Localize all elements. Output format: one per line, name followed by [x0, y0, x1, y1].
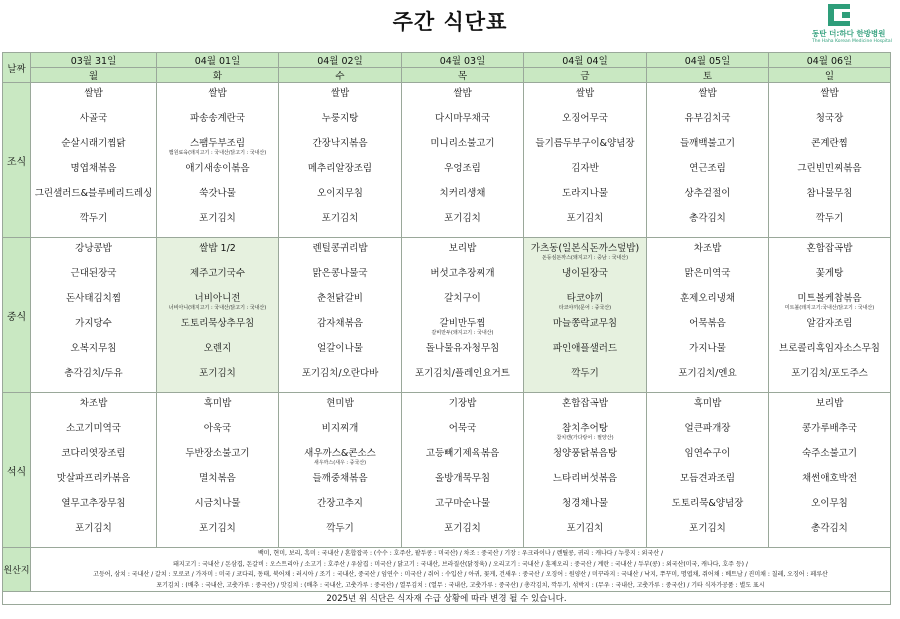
menu-item: 흑미밥: [203, 398, 232, 409]
menu-item: 갈비만두찜: [439, 318, 486, 329]
menu-item: 포기김치: [566, 523, 604, 534]
origin-row: [3, 548, 891, 592]
date-header: 04월 03일: [402, 53, 524, 68]
menu-item: 돈사태김치찜: [65, 293, 122, 304]
menu-item: 느타리버섯볶음: [552, 473, 618, 484]
menu-item: 깍두기: [571, 368, 599, 379]
menu-item: 포기김치/오란다바: [301, 368, 379, 379]
menu-cell: [524, 393, 647, 548]
menu-item: 마늘쫑락교무침: [552, 318, 618, 329]
day-header: 화: [157, 68, 279, 83]
menu-item: 춘천닭갈비: [317, 293, 363, 304]
menu-item: 새우까스&콘소스: [304, 448, 376, 459]
menu-item: 김자반: [571, 163, 599, 174]
meal-row: [3, 83, 891, 238]
menu-item: 흑미밥: [693, 398, 722, 409]
menu-item: 콩가루배추국: [801, 423, 858, 434]
menu-item: 쌀밥 1/2: [199, 243, 236, 254]
menu-change-notice: 2025년 위 식단은 식자재 수급 상황에 따라 변경 될 수 있습니다.: [3, 592, 891, 605]
menu-item: 냉이된장국: [562, 268, 608, 279]
menu-cell: [157, 83, 279, 238]
menu-item: 버섯고추장찌개: [430, 268, 495, 279]
menu-item: 고구마순나물: [434, 498, 491, 509]
menu-item: 순살시래기찜닭: [61, 138, 126, 149]
day-header: 금: [524, 68, 647, 83]
date-header: 04월 06일: [769, 53, 891, 68]
menu-item: 차조밥: [693, 243, 722, 254]
origin-line: 포기김치 : (배추 : 국내산, 고춧가루 : 중국산) / 맛김치 : (배추 : 국내산, 고춧가루 : 중국산) / 열무김치 : (열무 : 국내산, 고춧가루 : 중국산) / 총각김치, 깍두기, 섞박지 : (무우 : 국내산, 고춧가루 : 중국산) / 기타 식자가공품 : 별도 표시: [156, 581, 765, 589]
menu-item: 쌀밥: [208, 88, 227, 99]
menu-item: 스팸두부조림: [189, 138, 246, 149]
menu-item: 청경채나물: [562, 498, 608, 509]
menu-item: 너비아니전: [194, 293, 241, 304]
menu-cell: [31, 83, 157, 238]
menu-item: 오렌지: [203, 343, 232, 354]
menu-item: 총각김치: [811, 523, 848, 534]
menu-item: 간장고추지: [317, 498, 363, 509]
menu-item-origin-note: 미트볼(돼지고기:국내산/닭고기 : 국내산): [784, 305, 875, 311]
date-header: 04월 02일: [279, 53, 402, 68]
menu-cell: [157, 238, 279, 393]
menu-item: 유부김치국: [684, 113, 731, 124]
menu-item-origin-note: 햄원료육(돼지고기 : 국내산/닭고기 : 국내산): [168, 150, 267, 156]
menu-cell: [31, 238, 157, 393]
day-header: 목: [402, 68, 524, 83]
menu-item: 어묵볶음: [689, 318, 726, 329]
menu-cell: [157, 393, 279, 548]
menu-item: 콘계란찜: [811, 138, 848, 149]
menu-item: 멸치볶음: [199, 473, 236, 484]
menu-item: 그린샐러드&블루베리드레싱: [34, 188, 153, 199]
menu-cell: [769, 83, 891, 238]
menu-item: 총각김치/두유: [64, 368, 123, 379]
menu-item: 오이지무침: [317, 188, 363, 199]
menu-item: 기장밥: [448, 398, 477, 409]
menu-item: 깍두기: [326, 523, 354, 534]
menu-item: 훈제오리냉채: [679, 293, 736, 304]
menu-item: 꽃게탕: [815, 268, 844, 279]
menu-item: 참나물무침: [806, 188, 853, 199]
hospital-logo: [812, 4, 894, 48]
menu-item: 명엽채볶음: [70, 163, 117, 174]
menu-item: 청국장: [815, 113, 844, 124]
menu-item: 알감자조림: [806, 318, 853, 329]
menu-item: 혼합잡곡밥: [562, 398, 608, 409]
date-header: 04월 04일: [524, 53, 647, 68]
menu-item: 코다리엿장조림: [61, 448, 126, 459]
menu-item: 그린빈민찌볶음: [797, 163, 862, 174]
menu-cell: [769, 238, 891, 393]
menu-cell: [279, 83, 402, 238]
origin-line: 백미, 현미, 보리, 흑미 : 국내산 / 혼합잡곡 : (수수 : 호주산, 팥두콩 : 미국산) / 차조 : 중국산 / 기장 : 우크라이나 / 렌틸콩, 귀리 : 캐나다 / 누룽지 : 외국산 /: [258, 550, 663, 557]
menu-item: 가지나물: [689, 343, 726, 354]
menu-item: 갈치구이: [444, 293, 481, 304]
menu-item: 오징어무국: [562, 113, 608, 124]
menu-item: 치커리생채: [439, 188, 486, 199]
menu-cell: [769, 393, 891, 548]
menu-item: 포기김치: [199, 523, 236, 534]
weekly-menu-table: [2, 52, 891, 605]
date-header-label: 날짜: [3, 53, 31, 83]
menu-item: 도토리묵상추무침: [180, 318, 255, 329]
menu-cell: [279, 238, 402, 393]
menu-item: 맑은미역국: [684, 268, 731, 279]
menu-item: 가지당수: [75, 318, 112, 329]
menu-item: 타코야끼: [566, 293, 604, 304]
menu-item: 상추겉절이: [684, 188, 731, 199]
menu-item: 채썬애호박전: [801, 473, 858, 484]
menu-item: 도토리묵&양념장: [671, 498, 744, 509]
menu-item: 포기김치: [444, 523, 481, 534]
menu-item: 보리밥: [815, 398, 844, 409]
menu-item: 포기김치: [444, 213, 481, 224]
menu-item: 비지찌개: [321, 423, 359, 434]
menu-item: 현미밥: [326, 398, 354, 409]
menu-item: 쌀밥: [330, 88, 350, 99]
menu-cell: [647, 83, 769, 238]
menu-item: 올방개묵무침: [434, 473, 491, 484]
menu-item: 깍두기: [815, 213, 844, 224]
menu-item-origin-note: 새우까스(새우 : 중국산): [313, 460, 367, 466]
menu-item: 간장낙지볶음: [312, 138, 368, 149]
day-header: 월: [31, 68, 157, 83]
menu-cell: [647, 393, 769, 548]
meal-label: 석식: [3, 393, 31, 548]
menu-item: 파송송계란국: [189, 113, 246, 124]
menu-item: 두반장소불고기: [185, 448, 250, 459]
menu-cell: [279, 393, 402, 548]
menu-item: 렌틸콩귀리밥: [312, 243, 368, 254]
day-header: 수: [279, 68, 402, 83]
hospital-name-en: The Haha Korean Medicine Hospital: [812, 39, 892, 44]
menu-item: 임연수구이: [684, 448, 731, 459]
menu-item: 브로콜리흑임자소스무침: [779, 343, 880, 354]
menu-item: 얼갈이나물: [317, 343, 363, 354]
menu-item: 혼합잡곡밥: [806, 243, 853, 254]
date-header: 03월 31일: [31, 53, 157, 68]
menu-item: 포기김치/포도주스: [791, 368, 868, 379]
menu-item: 가츠동(일본식돈까스덮밥): [530, 243, 640, 254]
menu-cell: [31, 393, 157, 548]
menu-item: 메추리알장조림: [307, 163, 373, 174]
day-row: [3, 68, 891, 83]
menu-item: 쌀밥: [820, 88, 839, 99]
menu-item: 미트볼케찹볶음: [797, 293, 862, 304]
menu-cell: [402, 393, 524, 548]
menu-item: 맛살파프리카볶음: [56, 473, 131, 484]
menu-item-origin-note: 너비아니(돼지고기 : 국내산/닭고기 : 국내산): [168, 305, 267, 311]
menu-item: 강낭콩밥: [75, 243, 112, 254]
menu-item: 차조밥: [79, 398, 108, 409]
menu-item-origin-note: 타코야끼(문어 : 중국산): [558, 305, 612, 311]
menu-item: 누룽지탕: [321, 113, 359, 124]
menu-item: 들깨중채볶음: [312, 473, 368, 484]
menu-item: 참치추어탕: [562, 423, 608, 434]
menu-item: 소고기미역국: [65, 423, 122, 434]
menu-item: 우엉조림: [444, 163, 481, 174]
menu-item: 얼큰파개장: [684, 423, 731, 434]
menu-item-origin-note: 갈비만두(돼지고기 : 국내산): [431, 330, 494, 336]
menu-item: 들깨백불고기: [679, 138, 736, 149]
meal-label: 중식: [3, 238, 31, 393]
date-header: 04월 05일: [647, 53, 769, 68]
menu-item: 사골국: [79, 113, 108, 124]
day-header: 일: [769, 68, 891, 83]
menu-item: 포기김치: [321, 213, 359, 224]
menu-item: 아욱국: [203, 423, 232, 434]
menu-cell: [402, 83, 524, 238]
page-title: 주간 식단표: [392, 10, 508, 34]
menu-item: 열무고추장무침: [61, 498, 126, 509]
menu-item: 근대된장국: [70, 268, 117, 279]
menu-item-origin-note: 참치캔(가다랑어 : 필양산): [556, 435, 614, 441]
menu-item: 포기김치/엔요: [678, 368, 737, 379]
menu-item: 포기김치: [199, 368, 236, 379]
meal-label: 조식: [3, 83, 31, 238]
menu-item: 도라지나물: [562, 188, 608, 199]
menu-item: 감자채볶음: [317, 318, 363, 329]
menu-item: 쌀밥: [575, 88, 595, 99]
menu-cell: [402, 238, 524, 393]
menu-cell: [524, 238, 647, 393]
menu-item: 오복지무침: [70, 343, 117, 354]
notice-row: [3, 592, 891, 605]
menu-item: 미니리소불고기: [430, 138, 495, 149]
hospital-logo-icon: [828, 4, 850, 26]
menu-item: 포기김치: [566, 213, 604, 224]
hospital-name-kr: 동탄 더:하다 한방병원: [812, 29, 886, 38]
menu-cell: [647, 238, 769, 393]
origin-line: 돼지고기 : 국내산 / 돈삼겹, 돈갈비 : 오스트리아 / 소고기 : 호주산 / 우삼겹 : 미국산 / 닭고기 : 국내산, 브라질산(닭정육) / 오리고기 : 국내산 / 훈제오리 : 중국산 / 계란 : 국내산 / 두부(콩) : 외국산(미국, 캐나다, 호주 등) /: [173, 560, 748, 568]
menu-item: 제주고기국수: [189, 268, 246, 279]
menu-item-origin-note: 돈등심돈까스(돼지고기 : 중남 : 국내산): [541, 255, 629, 261]
menu-item: 쌀밥: [698, 88, 717, 99]
menu-item: 쑥갓나물: [199, 188, 236, 199]
menu-item: 다시마무채국: [434, 113, 491, 124]
origin-line: 고등어, 삼치 : 국내산 / 갈치 : 모로코 / 가자미 : 미국 / 코다리, 동태, 북어채 : 러시아 / 조기 : 국내산, 중국산 / 임연수 : 미국산 / 쥐어 : 수입산 / 아귀, 꽃게, 건새우 : 중국산 / 오징어 : 원양산 / 미꾸라지 : 국내산 / 낙지, 쭈꾸미, 명엽채, 쥐어채 : 베트남 / 진미채 : 칠레, 오징어 : 페루산: [93, 571, 828, 578]
menu-item: 고등빼기제육볶음: [425, 448, 500, 459]
menu-item: 애기새송이볶음: [185, 163, 250, 174]
meal-row: [3, 238, 891, 393]
date-row: [3, 53, 891, 68]
menu-item: 포기김치: [75, 523, 112, 534]
menu-item: 어묵국: [448, 423, 477, 434]
menu-item: 돌나물유자청무침: [425, 343, 500, 354]
menu-item: 맑은콩나물국: [312, 268, 368, 279]
origin-label: 원산지: [3, 548, 31, 592]
meal-row: [3, 393, 891, 548]
menu-item: 연근조림: [689, 163, 726, 174]
menu-item: 포기김치: [689, 523, 726, 534]
menu-item: 파인애플샐러드: [552, 343, 618, 354]
date-header: 04월 01일: [157, 53, 279, 68]
menu-item: 숙주소불고기: [801, 448, 858, 459]
menu-item: 깍두기: [79, 213, 108, 224]
menu-item: 시금치나물: [194, 498, 241, 509]
menu-cell: [524, 83, 647, 238]
menu-item: 쌀밥: [84, 88, 103, 99]
menu-item: 포기김치: [199, 213, 236, 224]
origin-info: [31, 548, 891, 592]
menu-item: 총각김치: [689, 213, 726, 224]
menu-item: 보리밥: [448, 243, 477, 254]
menu-item: 모듬견과조림: [679, 473, 736, 484]
menu-item: 들기름두부구이&양념장: [535, 138, 635, 149]
menu-item: 오이무침: [811, 498, 848, 509]
menu-item: 청양풍닭볶음탕: [552, 448, 618, 459]
menu-item: 포기김치/플레인요거트: [415, 368, 510, 379]
menu-item: 쌀밥: [453, 88, 472, 99]
day-header: 토: [647, 68, 769, 83]
